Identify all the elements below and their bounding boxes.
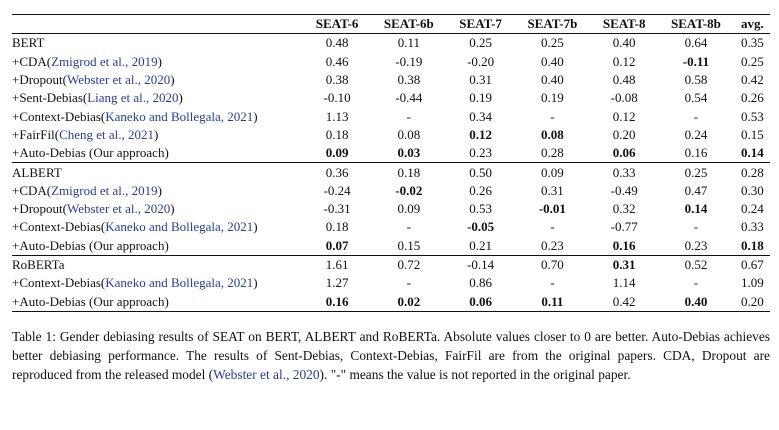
method-label [12, 237, 304, 256]
table-cell: 0.53 [469, 201, 492, 217]
table-cell: - [406, 108, 412, 124]
table-cell: 0.70 [514, 255, 591, 274]
citation-link[interactable]: Zmigrod et al., 2019 [51, 182, 158, 198]
table-cell: 0.07 [325, 237, 349, 253]
table-cell: 0.19 [469, 90, 492, 106]
table-cell: 0.64 [657, 34, 734, 53]
table-cell: 0.48 [612, 72, 636, 88]
method-label [12, 89, 304, 107]
table-cell: 0.26 [469, 182, 492, 198]
model-name: BERT [12, 34, 304, 53]
header-avg: avg. [735, 15, 770, 34]
table-cell: 0.18 [325, 219, 349, 235]
table-cell: 0.11 [370, 34, 447, 53]
table-cell: - [406, 275, 412, 291]
table-cell: 0.25 [657, 163, 734, 182]
method-label [12, 126, 304, 144]
table-cell: 0.16 [304, 292, 370, 311]
method-name: +Auto-Debias (Our approach) [12, 293, 169, 309]
method-label [12, 200, 304, 218]
table-cell: - [693, 108, 699, 124]
table-row [12, 107, 770, 125]
table-row [12, 144, 770, 163]
method-name: +Auto-Debias (Our approach) [12, 145, 169, 161]
table-cell: 1.27 [325, 275, 349, 291]
table-cell: 0.47 [684, 182, 708, 198]
citation-link[interactable]: Zmigrod et al., 2019 [51, 53, 158, 69]
table-cell: 0.09 [325, 145, 349, 161]
table-cell: 0.48 [304, 34, 370, 53]
method-label [12, 292, 304, 311]
table-cell: 0.24 [684, 126, 708, 142]
citation-close: ) [154, 126, 159, 142]
table-cell: 0.31 [469, 72, 492, 88]
citation-link[interactable]: Liang et al., 2020 [87, 90, 179, 106]
method-label [12, 218, 304, 236]
table-cell: 0.25 [514, 34, 591, 53]
table-row [12, 163, 770, 182]
table-cell: -0.14 [448, 255, 514, 274]
table-cell: -0.05 [467, 219, 495, 235]
results-table [12, 14, 770, 312]
method-name: +Context-Debias( [12, 219, 106, 235]
table-cell: 0.24 [740, 201, 764, 217]
method-name: +CDA( [12, 182, 52, 198]
table-header-row [12, 15, 770, 34]
table-cell: 0.02 [370, 292, 447, 311]
header-seat-6b: SEAT-6b [370, 15, 447, 34]
table-cell: 0.18 [740, 237, 764, 253]
table-cell: 0.30 [740, 182, 764, 198]
table-cell: 0.19 [541, 90, 564, 106]
table-cell: 0.25 [740, 53, 764, 69]
table-cell: 0.72 [370, 255, 447, 274]
table-cell: 0.08 [541, 126, 564, 142]
citation-link[interactable]: Kaneko and Bollegala, 2021 [105, 275, 254, 291]
citation-close: ) [170, 72, 175, 88]
table-cell: 0.52 [657, 255, 734, 274]
table-cell: 0.58 [684, 72, 708, 88]
table-cell: -0.20 [467, 53, 495, 69]
citation-close: ) [253, 219, 258, 235]
table-cell: 0.54 [684, 90, 708, 106]
method-name: +Sent-Debias( [12, 90, 88, 106]
table-row [12, 255, 770, 274]
table-cell: 0.18 [325, 126, 349, 142]
caption-citation[interactable]: Webster et al., 2020 [213, 367, 320, 382]
citation-close: ) [178, 90, 183, 106]
citation-link[interactable]: Cheng et al., 2021 [59, 126, 155, 142]
table-cell: 0.36 [304, 163, 370, 182]
table-cell: 0.12 [469, 126, 492, 142]
header-model [12, 15, 304, 34]
table-cell: 0.16 [612, 237, 636, 253]
table-cell: - [550, 275, 555, 291]
table-cell: 0.28 [735, 163, 770, 182]
table-cell: 0.31 [591, 255, 657, 274]
table-cell: 0.46 [325, 53, 349, 69]
table-cell: 0.42 [740, 72, 764, 88]
citation-link[interactable]: Webster et al., 2020 [67, 201, 171, 217]
table-cell: 0.35 [735, 34, 770, 53]
caption-text: Table 1: Gender debiasing results of SEAT on BERT, ALBERT and RoBERTa. Absolute values closer to 0 are better. Auto-Debias achieves better debiasing performance. The results of Sent-Debias, Context-Debias, FairFil are from the original papers. CDA, Dropout are reproduced from the released model ( [12, 329, 770, 382]
table-cell: 0.09 [514, 163, 591, 182]
table-cell: - [406, 219, 412, 235]
table-cell: -0.10 [323, 90, 351, 106]
table-row [12, 53, 770, 71]
table-cell: 1.61 [304, 255, 370, 274]
table-cell: -0.77 [610, 219, 638, 235]
table-cell: 0.23 [541, 237, 564, 253]
model-name: ALBERT [12, 163, 304, 182]
table-body [12, 34, 770, 311]
table-cell: 0.31 [541, 182, 564, 198]
table-cell: 0.38 [397, 72, 421, 88]
table-cell: 0.23 [684, 237, 708, 253]
table-cell: -0.02 [395, 182, 423, 198]
table-cell: 0.53 [740, 108, 764, 124]
header-seat-8: SEAT-8 [591, 15, 657, 34]
citation-close: ) [253, 275, 258, 291]
method-name: +Context-Debias( [12, 108, 106, 124]
table-cell: 0.25 [448, 34, 514, 53]
table-cell: - [693, 275, 699, 291]
method-name: +Auto-Debias (Our approach) [12, 237, 169, 253]
table-cell: 0.14 [684, 201, 708, 217]
table-cell: 0.50 [448, 163, 514, 182]
table-row [12, 89, 770, 107]
table-cell: 0.15 [397, 237, 421, 253]
method-name: +Context-Debias( [12, 275, 106, 291]
method-label [12, 182, 304, 200]
citation-link[interactable]: Webster et al., 2020 [67, 72, 171, 88]
method-name: +Dropout( [12, 201, 67, 217]
table-cell: 0.23 [469, 145, 492, 161]
table-cell: 0.14 [740, 145, 764, 161]
table-cell: 0.86 [469, 275, 492, 291]
caption-text-end: ). "-" means the value is not reported in the original paper. [319, 367, 631, 382]
method-label [12, 107, 304, 125]
table-cell: 0.33 [740, 219, 764, 235]
table-cell: -0.01 [538, 201, 566, 217]
citation-close: ) [253, 108, 258, 124]
citation-close: ) [157, 53, 162, 69]
table-cell: 0.03 [397, 145, 421, 161]
table-cell: 0.33 [591, 163, 657, 182]
citation-close: ) [157, 182, 162, 198]
table-cell: -0.24 [323, 182, 351, 198]
table-cell: 0.08 [397, 126, 421, 142]
table-cell: 0.15 [740, 126, 764, 142]
method-name: +CDA( [12, 53, 52, 69]
table-cell: -0.31 [323, 201, 351, 217]
table-cell: 0.06 [448, 292, 514, 311]
table-cell: 0.67 [735, 255, 770, 274]
table-cell: 0.11 [514, 292, 591, 311]
table-cell: - [550, 108, 555, 124]
table-cell: 1.09 [740, 275, 764, 291]
table-cell: 0.34 [469, 108, 492, 124]
table-cell: - [693, 219, 699, 235]
table-row [12, 292, 770, 311]
method-label [12, 144, 304, 163]
table-cell: -0.08 [610, 90, 638, 106]
header-seat-6: SEAT-6 [304, 15, 370, 34]
table-cell: 0.32 [612, 201, 636, 217]
table-cell: 1.14 [612, 275, 636, 291]
table-cell: 0.12 [612, 108, 636, 124]
table-caption [12, 327, 770, 384]
table-cell: 0.42 [591, 292, 657, 311]
table-cell: 0.21 [469, 237, 492, 253]
method-label [12, 71, 304, 89]
table-cell: 0.40 [657, 292, 734, 311]
table-cell: 0.20 [735, 292, 770, 311]
table-cell: 1.13 [325, 108, 349, 124]
table-cell: 0.40 [591, 34, 657, 53]
table-row [12, 218, 770, 236]
table-cell: 0.18 [370, 163, 447, 182]
table-cell: -0.11 [682, 53, 710, 69]
table-row [12, 71, 770, 89]
table-cell: 0.38 [325, 72, 349, 88]
method-label [12, 53, 304, 71]
header-seat-7: SEAT-7 [448, 15, 514, 34]
table-cell: 0.40 [541, 53, 564, 69]
table-cell: -0.19 [395, 53, 423, 69]
citation-close: ) [170, 201, 175, 217]
table-row [12, 34, 770, 53]
table-cell: 0.09 [397, 201, 421, 217]
table-row [12, 274, 770, 292]
model-name: RoBERTa [12, 255, 304, 274]
header-seat-8b: SEAT-8b [657, 15, 734, 34]
table-cell: 0.12 [612, 53, 636, 69]
table-row [12, 126, 770, 144]
table-cell: - [550, 219, 555, 235]
table-cell: 0.28 [541, 145, 564, 161]
header-seat-7b: SEAT-7b [514, 15, 591, 34]
method-name: +Dropout( [12, 72, 67, 88]
table-cell: 0.40 [541, 72, 564, 88]
table-cell: 0.26 [740, 90, 764, 106]
table-cell: 0.20 [612, 126, 636, 142]
citation-link[interactable]: Kaneko and Bollegala, 2021 [105, 219, 254, 235]
table-cell: -0.49 [610, 182, 638, 198]
table-row [12, 182, 770, 200]
table-row [12, 200, 770, 218]
method-name: +FairFil( [12, 126, 60, 142]
table-row [12, 237, 770, 256]
method-label [12, 274, 304, 292]
table-cell: 0.06 [612, 145, 636, 161]
citation-link[interactable]: Kaneko and Bollegala, 2021 [105, 108, 254, 124]
table-cell: 0.16 [684, 145, 708, 161]
table-cell: -0.44 [395, 90, 423, 106]
